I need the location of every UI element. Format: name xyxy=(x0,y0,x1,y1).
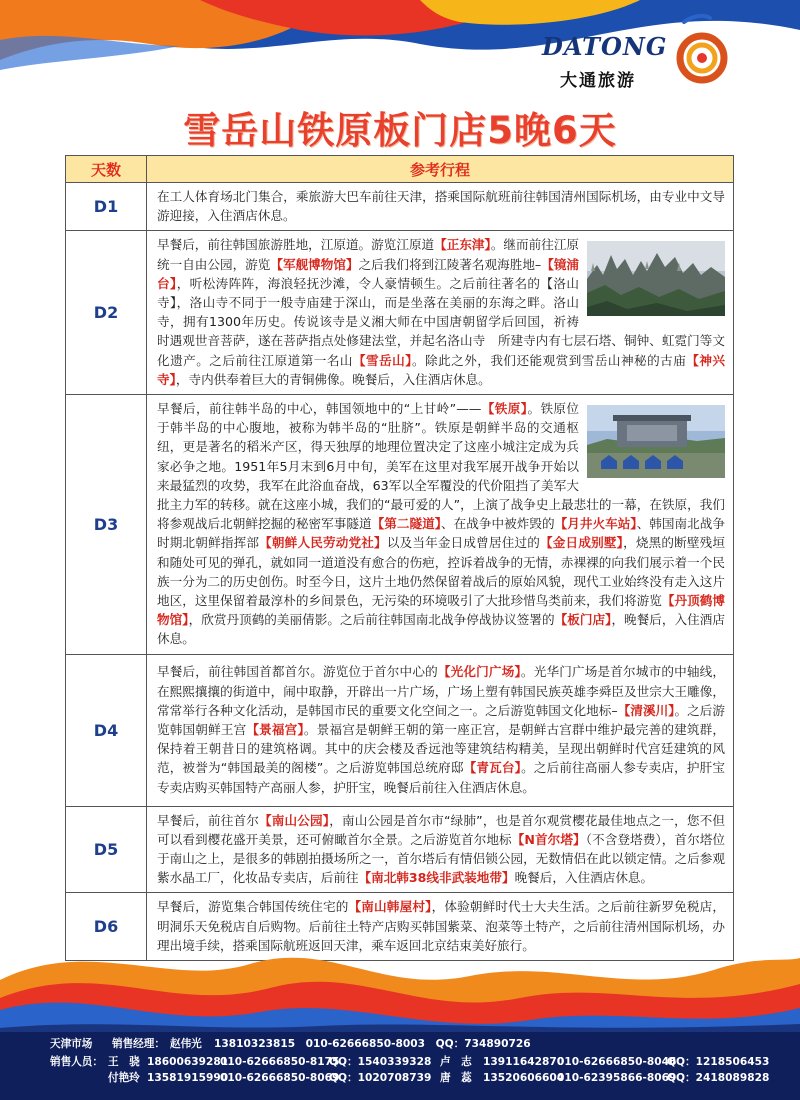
text-segment: 。继而前往江原统一自由公园，游览 xyxy=(157,237,580,272)
staff-mobile: 18600639281 xyxy=(147,1056,229,1068)
attraction-highlight: 【南北韩38线非武装地带】 xyxy=(358,870,515,886)
manager-label: 销售经理： xyxy=(112,1038,165,1050)
text-segment: 早餐后，前往韩国旅游胜地，江原道。游览江原道 xyxy=(157,237,435,253)
table-row xyxy=(66,231,734,395)
text-segment: ，听松涛阵阵，海浪轻抚沙滩，令人豪情顿生。之后前往著名的【洛山寺】，洛山寺不同于一般寺庙建于深山，而是坐落在美丽的东海之畔。洛山寺，拥有1300年历史。传说该寺是义湘大师在中国唐朝留学后回国，祈祷时遇观世音菩萨，遂在菩萨指点处修建法堂，并起名洛山寺 所建寺内有七层石塔、铜钟、虹霓门等文化遗产。之后前往江原道第一名山 xyxy=(157,275,725,368)
brand-logo xyxy=(534,14,734,94)
attraction-highlight: 【第二隧道】 xyxy=(371,516,442,532)
text-segment: 以及当年金日成曾居住过的 xyxy=(386,535,541,551)
staff-mobile: 13911642870 xyxy=(483,1056,565,1068)
staff-mobile: 13520606604 xyxy=(483,1072,565,1084)
staff-label: 销售人员： xyxy=(50,1056,103,1068)
table-header-row xyxy=(66,156,734,183)
staff-name: 卢 志 xyxy=(440,1056,472,1068)
attraction-highlight: 【雪岳山】 xyxy=(352,352,412,368)
attraction-highlight: 【板门店】 xyxy=(554,612,612,628)
staff-tel: 010-62666850-8046 xyxy=(557,1056,677,1068)
attraction-highlight: 【金日成别墅】 xyxy=(540,535,624,551)
staff-qq: QQ：1020708739 xyxy=(329,1072,432,1084)
day-description xyxy=(147,654,734,806)
text-segment: 晚餐后，入住酒店休息。 xyxy=(514,870,654,886)
manager-contacts: 13810323815 010-62666850-8003 QQ：734890726 xyxy=(214,1038,531,1050)
text-segment: 、韩国南北战争时期北朝鲜指挥部 xyxy=(157,516,726,551)
text-segment: ，南山公园是首尔市“绿肺”，也是首尔观赏樱花最佳地点之一，您不但可以看到樱花盛开美景，还可俯瞰首尔全景。之后游览首尔地标 xyxy=(157,812,725,847)
mountain-landscape-photo xyxy=(587,241,725,316)
attraction-highlight: 【南山韩屋村】 xyxy=(348,899,432,915)
day-label: D6 xyxy=(66,893,147,961)
attraction-highlight: 【清溪川】 xyxy=(617,702,675,718)
attraction-highlight: 【景福宫】 xyxy=(246,722,304,738)
text-segment: 。铁原位于韩半岛的中心腹地，被称为韩半岛的“肚脐”。铁原是朝鲜半岛的交通枢纽，更是著名的稻米产区，得天独厚的地理位置决定了这座小城注定成为兵家必争之地。1951年5月末到6月中旬，美军在这里对我军展开战争开始以来最猛烈的攻势，我军在此浴血奋战，63军以全军覆没的代价阻挡了美军大批主力军的转移。就在这座小城，我们的“最可爱的人”，上演了战争史上最悲壮的一幕，在铁原，我们将参观战后北朝鲜挖掘的秘密军事隧道 xyxy=(157,401,725,532)
manager-name: 赵伟光 xyxy=(170,1038,202,1050)
text-segment: （不含登塔费），首尔塔位于南山之上，是很多的韩剧拍摄场所之一，首尔塔后有情侣锁公园，无数情侣在此以锁定情。之后参观紫水晶工厂，化妆品专卖店，后前往 xyxy=(157,831,725,886)
text-segment: ，欣赏丹顶鹤的美丽倩影。之后前往韩国南北战争停战协议签署的 xyxy=(188,612,555,628)
attraction-highlight: 【正东津】 xyxy=(434,237,491,253)
header-day: 天数 xyxy=(66,156,147,183)
text-segment: ，烧黑的断壁残垣和随处可见的弹孔，就如同一道道没有愈合的伤疤，控诉着战争的无情，赤裸裸的向我们展示着一个民族一分为二的历史创伤。时至今日，这片土地仍然保留着战后的原始风貌，现代工业始终没有走入这片地区，这里保留着最淳朴的乡间景色，无污染的环境吸引了大批珍惜鸟类前来，我们将游览 xyxy=(157,535,726,609)
staff-name: 唐 蕊 xyxy=(440,1072,472,1084)
staff-qq: QQ：1218506453 xyxy=(667,1056,770,1068)
text-segment: 之后我们将到江陵著名观海胜地– xyxy=(358,256,542,272)
text-segment: 、在战争中被炸毁的 xyxy=(441,516,555,532)
attraction-highlight: 【朝鲜人民劳动党社】 xyxy=(259,535,387,551)
table-row xyxy=(66,183,734,231)
attraction-highlight: 【丹顶鹤博物馆】 xyxy=(157,593,726,628)
text-segment: 。之后游览韩国朝鲜王宫 xyxy=(157,702,726,738)
table-row xyxy=(66,395,734,655)
contact-footer xyxy=(0,1028,800,1100)
day-description xyxy=(147,806,734,893)
header-itinerary: 参考行程 xyxy=(147,156,734,183)
day-label: D4 xyxy=(66,654,147,806)
day-label: D2 xyxy=(66,231,147,395)
attraction-highlight: 【镜浦台】 xyxy=(157,256,580,291)
itinerary-table xyxy=(65,155,734,961)
text-segment: ，寺内供奉着巨大的青铜佛像。晚餐后，入住酒店休息。 xyxy=(175,371,491,387)
day-label: D5 xyxy=(66,806,147,893)
logo-chinese: 大通旅游 xyxy=(560,71,636,91)
day-description xyxy=(147,183,734,231)
staff-mobile: 13581915990 xyxy=(147,1072,229,1084)
attraction-highlight: 【军舰博物馆】 xyxy=(270,256,359,272)
attraction-highlight: 【青瓦台】 xyxy=(463,760,522,776)
text-segment: 在工人体育场北门集合，乘旅游大巴车前往天津，搭乘国际航班前往韩国清州国际机场，由专业中文导游迎接，入住酒店休息。 xyxy=(157,189,725,224)
attraction-highlight: 【光化门广场】 xyxy=(437,664,521,680)
footer-staff-row xyxy=(0,1070,800,1086)
staff-tel: 010-62395866-8069 xyxy=(557,1072,677,1084)
text-segment: 。除此之外，我们还能观赏到雪岳山神秘的古庙 xyxy=(411,352,687,368)
text-segment: 早餐后，前往韩国首都首尔。游览位于首尔中心的 xyxy=(157,664,438,680)
day-description xyxy=(147,395,734,655)
text-segment: ，体验朝鲜时代士大夫生活。之后前往新罗免税店，明洞乐天免税店自后购物。后前往土特产店购买韩国紫菜、泡菜等土特产，之后前往清州国际机场，办理出境手续，搭乘国际航班返回天津，乘车返回北京结束美好旅行。 xyxy=(157,899,726,953)
page-title: 雪岳山铁原板门店5晚6天 xyxy=(183,109,617,152)
text-segment: ，晚餐后，入住酒店休息。 xyxy=(157,612,726,647)
swirl-logo-icon xyxy=(670,14,734,88)
text-segment: 。景福宫是朝鲜王朝的第一座正宫，是朝鲜古宫群中维护最完善的建筑群，保持着王朝昔日的建筑格调。其中的庆会楼及香远池等建筑结构精美，呈现出朝鲜时代宫廷建筑的风范，被誉为“韩国最美的阁楼”。之后游览韩国总统府邸 xyxy=(157,722,726,776)
text-segment: 早餐后，游览集合韩国传统住宅的 xyxy=(157,899,349,915)
text-segment: 早餐后，前往韩半岛的中心，韩国领地中的“上甘岭”—— xyxy=(157,401,482,417)
staff-tel: 010-62666850-8175 xyxy=(220,1056,340,1068)
day-label: D1 xyxy=(66,183,147,231)
staff-name: 付艳玲 xyxy=(108,1072,140,1084)
staff-qq: QQ：1540339328 xyxy=(329,1056,432,1068)
text-segment: 。之后前往高丽人参专卖店，护肝宝专卖店购买韩国特产高丽人参，护肝宝，晚餐后前往入住酒店休息。 xyxy=(157,760,725,795)
text-segment: 早餐后，前往首尔 xyxy=(157,812,260,828)
staff-tel: 010-62666850-8069 xyxy=(220,1072,340,1084)
text-segment: 。光华门广场是首尔城市的中轴线，在熙熙攘攘的街道中，闹中取静，开辟出一片广场，广场上塑有韩国民族英雄李舜臣及世宗大王雕像，常常举行各种文化活动，是韩国市民的重要文化空间之一。之后游览韩国文化地标– xyxy=(157,664,726,718)
attraction-highlight: 【南山公园】 xyxy=(259,812,330,828)
memorial-building-photo xyxy=(587,405,725,478)
attraction-highlight: 【神兴寺】 xyxy=(157,352,726,387)
attraction-highlight: 【铁原】 xyxy=(481,401,528,417)
footer-manager-row xyxy=(0,1036,800,1052)
attraction-highlight: 【N首尔塔】 xyxy=(511,831,586,847)
table-row xyxy=(66,654,734,806)
attraction-highlight: 【月井火车站】 xyxy=(554,516,637,532)
staff-qq: QQ：2418089828 xyxy=(667,1072,770,1084)
staff-name: 王 骁 xyxy=(108,1056,140,1068)
day-description xyxy=(147,231,734,395)
day-label: D3 xyxy=(66,395,147,655)
market-label: 天津市场 xyxy=(50,1038,93,1050)
footer-staff-row xyxy=(0,1054,800,1070)
table-row xyxy=(66,806,734,893)
logo-english: DATONG xyxy=(542,32,668,61)
